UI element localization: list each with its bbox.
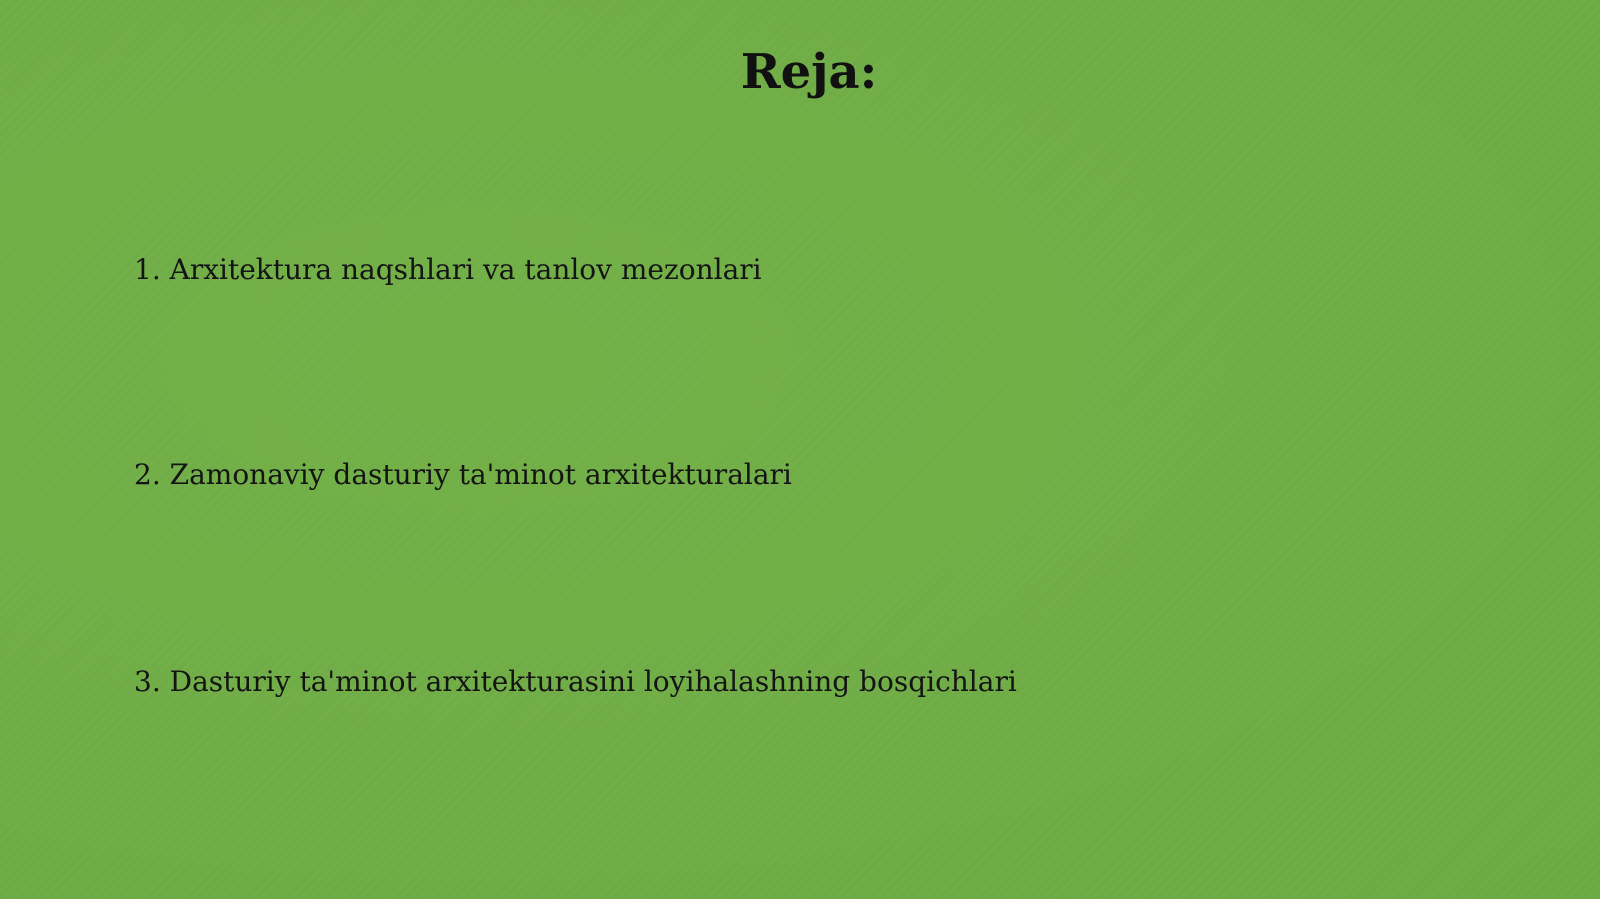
plan-item-1: 1. Arxitektura naqshlari va tanlov mezonlari — [134, 253, 762, 286]
plan-item-3: 3. Dasturiy ta'minot arxitekturasini loyihalashning bosqichlari — [134, 665, 1017, 698]
plan-item-2: 2. Zamonaviy dasturiy ta'minot arxitekturalari — [134, 458, 792, 491]
slide-title: Reja: — [740, 44, 878, 100]
